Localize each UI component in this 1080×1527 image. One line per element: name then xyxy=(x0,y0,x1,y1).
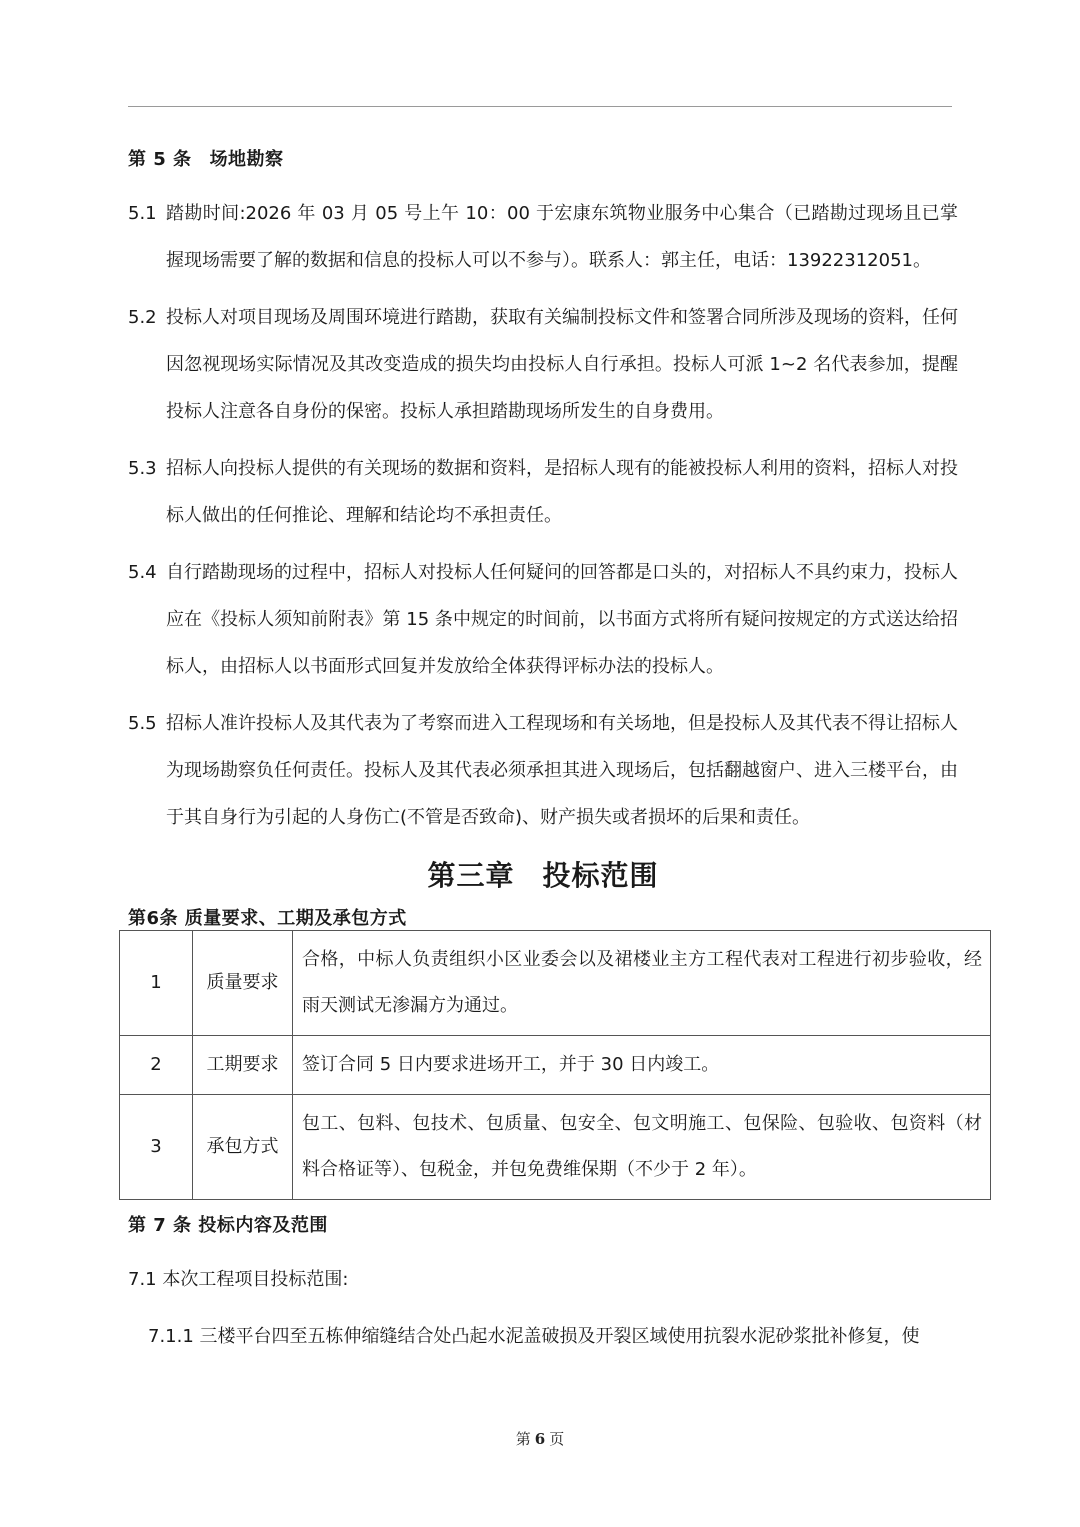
article-5-number: 第 5 条 xyxy=(128,149,192,170)
document-body xyxy=(128,140,958,939)
clause-number: 5.3 xyxy=(128,458,157,479)
article-7-heading: 第 7 条 投标内容及范围 xyxy=(128,1215,328,1236)
row-description: 包工、包料、包技术、包质量、包安全、包文明施工、包保险、包验收、包资料（材料合格证等）、包税金，并包免费维保期（不少于 2 年）。 xyxy=(293,1095,991,1200)
row-label: 工期要求 xyxy=(193,1036,293,1095)
article-5-title: 场地勘察 xyxy=(209,149,284,170)
row-description: 合格，中标人负责组织小区业委会以及裙楼业主方工程代表对工程进行初步验收，经雨天测试无渗漏方为通过。 xyxy=(293,931,991,1036)
row-number: 2 xyxy=(120,1036,193,1095)
clause-5-4 xyxy=(128,549,958,690)
row-label: 承包方式 xyxy=(193,1095,293,1200)
chapter-heading xyxy=(128,851,958,901)
clause-number: 5.2 xyxy=(128,307,157,328)
clause-5-5 xyxy=(128,700,958,841)
page-footer xyxy=(0,1428,1080,1449)
article-6-heading: 第6条 质量要求、工期及承包方式 xyxy=(128,908,407,929)
table-row xyxy=(120,1036,991,1095)
row-number: 1 xyxy=(120,931,193,1036)
chapter-number: 第三章 xyxy=(427,859,515,892)
requirements-table xyxy=(119,930,991,1200)
clause-text: 踏勘时间:2026 年 03 月 05 号上午 10：00 于宏康东筑物业服务中心集合（已踏勘过现场且已掌握现场需要了解的数据和信息的投标人可以不参与）。联系人：郭主任，电话：13922312051。 xyxy=(166,203,958,271)
table-row xyxy=(120,1095,991,1200)
clause-number: 5.5 xyxy=(128,713,157,734)
header-rule xyxy=(128,106,952,107)
clause-7-1: 7.1 本次工程项目投标范围: xyxy=(128,1269,349,1290)
page-number: 6 xyxy=(534,1430,546,1448)
page-suffix: 页 xyxy=(549,1430,565,1448)
clause-text: 投标人对项目现场及周围环境进行踏勘，获取有关编制投标文件和签署合同所涉及现场的资料，任何因忽视现场实际情况及其改变造成的损失均由投标人自行承担。投标人可派 1~2 名代表参加，提醒投标人注意各自身份的保密。投标人承担踏勘现场所发生的自身费用。 xyxy=(166,307,958,422)
clause-5-2 xyxy=(128,294,958,435)
clause-text: 招标人向投标人提供的有关现场的数据和资料，是招标人现有的能被投标人利用的资料，招标人对投标人做出的任何推论、理解和结论均不承担责任。 xyxy=(166,458,958,526)
clause-5-1 xyxy=(128,190,958,284)
clause-text: 自行踏勘现场的过程中，招标人对投标人任何疑问的回答都是口头的，对招标人不具约束力，投标人应在《投标人须知前附表》第 15 条中规定的时间前，以书面方式将所有疑问按规定的方式送达给招标人，由招标人以书面形式回复并发放给全体获得评标办法的投标人。 xyxy=(166,562,958,677)
clause-number: 5.1 xyxy=(128,203,157,224)
table-row xyxy=(120,931,991,1036)
clause-5-3 xyxy=(128,445,958,539)
clause-text: 招标人准许投标人及其代表为了考察而进入工程现场和有关场地，但是投标人及其代表不得让招标人为现场勘察负任何责任。投标人及其代表必须承担其进入现场后，包括翻越窗户、进入三楼平台，由于其自身行为引起的人身伤亡(不管是否致命)、财产损失或者损坏的后果和责任。 xyxy=(166,713,958,828)
clause-number: 5.4 xyxy=(128,562,157,583)
article-7-section xyxy=(128,1206,958,1360)
article-5-heading xyxy=(128,140,958,180)
chapter-title: 投标范围 xyxy=(542,859,659,892)
row-label: 质量要求 xyxy=(193,931,293,1036)
row-number: 3 xyxy=(120,1095,193,1200)
row-description: 签订合同 5 日内要求进场开工，并于 30 日内竣工。 xyxy=(293,1036,991,1095)
clause-7-1-1: 7.1.1 三楼平台四至五栋伸缩缝结合处凸起水泥盖破损及开裂区域使用抗裂水泥砂浆批补修复，使 xyxy=(148,1326,920,1347)
page-prefix: 第 xyxy=(515,1430,531,1448)
